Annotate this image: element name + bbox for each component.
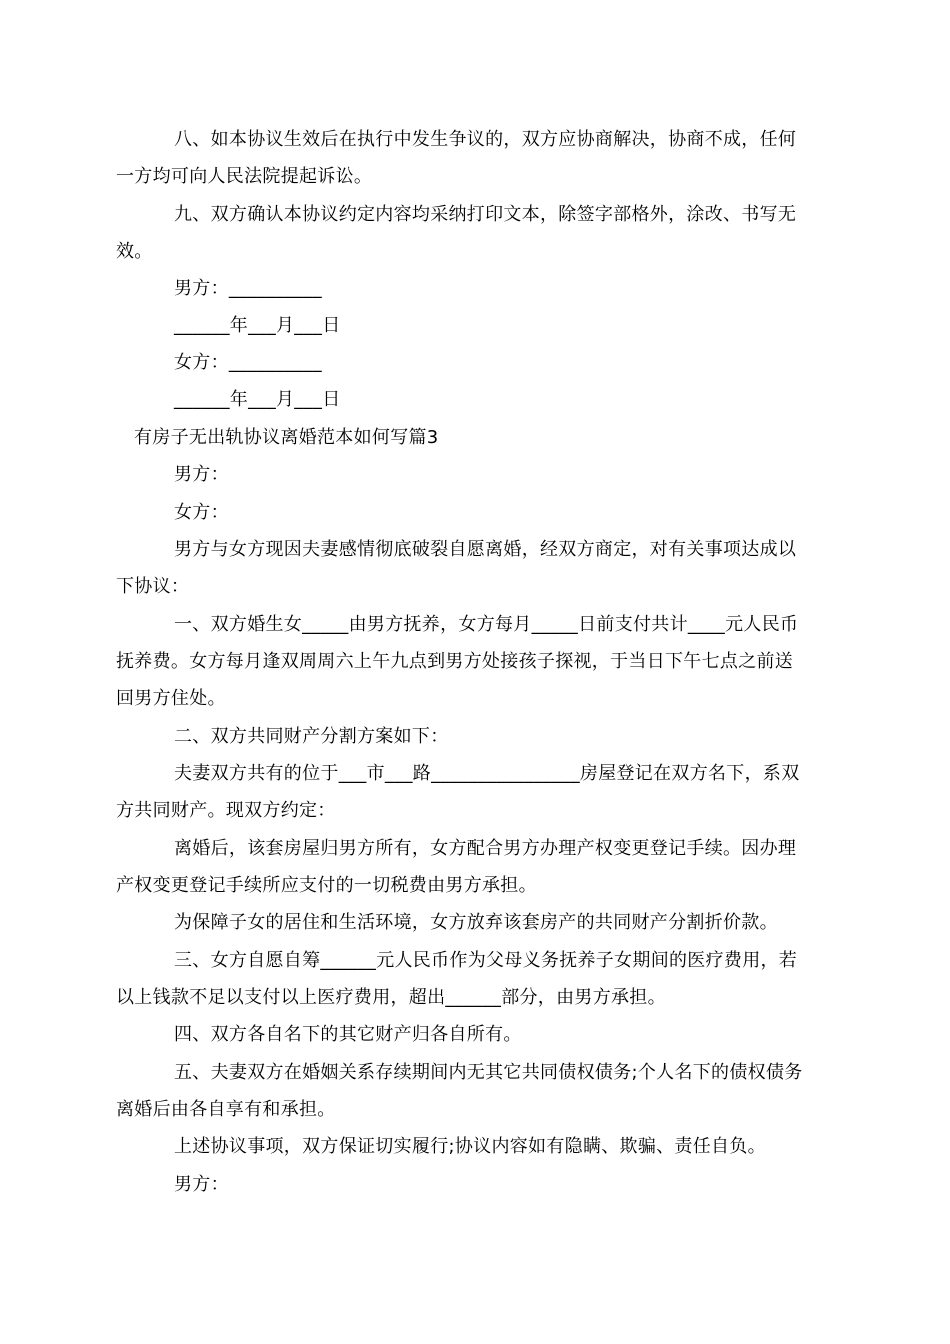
paragraph-line: 五、夫妻双方在婚姻关系存续期间内无其它共同债权债务;个人名下的债权债务 — [174, 1062, 803, 1083]
paragraph-line: 离婚后由各自享有和承担。 — [116, 1099, 336, 1120]
paragraph-line: 方共同财产。现双方约定： — [116, 800, 336, 821]
date-line: ______年___月___日 — [174, 389, 341, 410]
paragraph-line: 一方均可向人民法院提起诉讼。 — [116, 166, 373, 187]
paragraph-line: 夫妻双方共有的位于___市___路________________房屋登记在双方名下，系双 — [174, 763, 800, 784]
signature-line-female: 女方：__________ — [174, 352, 322, 373]
paragraph-line: 四、双方各自名下的其它财产归各自所有。 — [174, 1024, 522, 1045]
paragraph-line: 回男方住处。 — [116, 688, 226, 709]
section-title: 有房子无出轨协议离婚范本如何写篇3 — [134, 427, 439, 448]
party-male-label: 男方： — [174, 464, 229, 485]
paragraph-line: 八、如本协议生效后在执行中发生争议的，双方应协商解决，协商不成，任何 — [174, 129, 797, 150]
paragraph-line: 九、双方确认本协议约定内容均采纳打印文本，除签字部格外，涂改、书写无 — [174, 204, 797, 225]
paragraph-line: 下协议： — [116, 576, 190, 597]
signature-line-male: 男方：__________ — [174, 278, 322, 299]
paragraph-line: 以上钱款不足以支付以上医疗费用，超出______部分，由男方承担。 — [116, 987, 666, 1008]
paragraph-line: 二、双方共同财产分割方案如下： — [174, 726, 449, 747]
paragraph-line: 效。 — [116, 241, 153, 262]
paragraph-line: 一、双方婚生女_____由男方抚养，女方每月_____日前支付共计____元人民币 — [174, 614, 799, 635]
paragraph-line: 上述协议事项，双方保证切实履行;协议内容如有隐瞒、欺骗、责任自负。 — [174, 1136, 766, 1157]
paragraph-line: 男方与女方现因夫妻感情彻底破裂自愿离婚，经双方商定，对有关事项达成以 — [174, 539, 797, 560]
paragraph-line: 抚养费。女方每月逢双周周六上午九点到男方处接孩子探视，于当日下午七点之前送 — [116, 651, 794, 672]
party-male-label: 男方： — [174, 1174, 229, 1195]
party-female-label: 女方： — [174, 502, 229, 523]
paragraph-line: 产权变更登记手续所应支付的一切税费由男方承担。 — [116, 875, 537, 896]
paragraph-line: 三、女方自愿自筹______元人民币作为父母义务抚养子女期间的医疗费用，若 — [174, 950, 798, 971]
date-line: ______年___月___日 — [174, 315, 341, 336]
paragraph-line: 离婚后，该套房屋归男方所有，女方配合男方办理产权变更登记手续。因办理 — [174, 838, 797, 859]
paragraph-line: 为保障子女的居住和生活环境，女方放弃该套房产的共同财产分割折价款。 — [174, 912, 778, 933]
